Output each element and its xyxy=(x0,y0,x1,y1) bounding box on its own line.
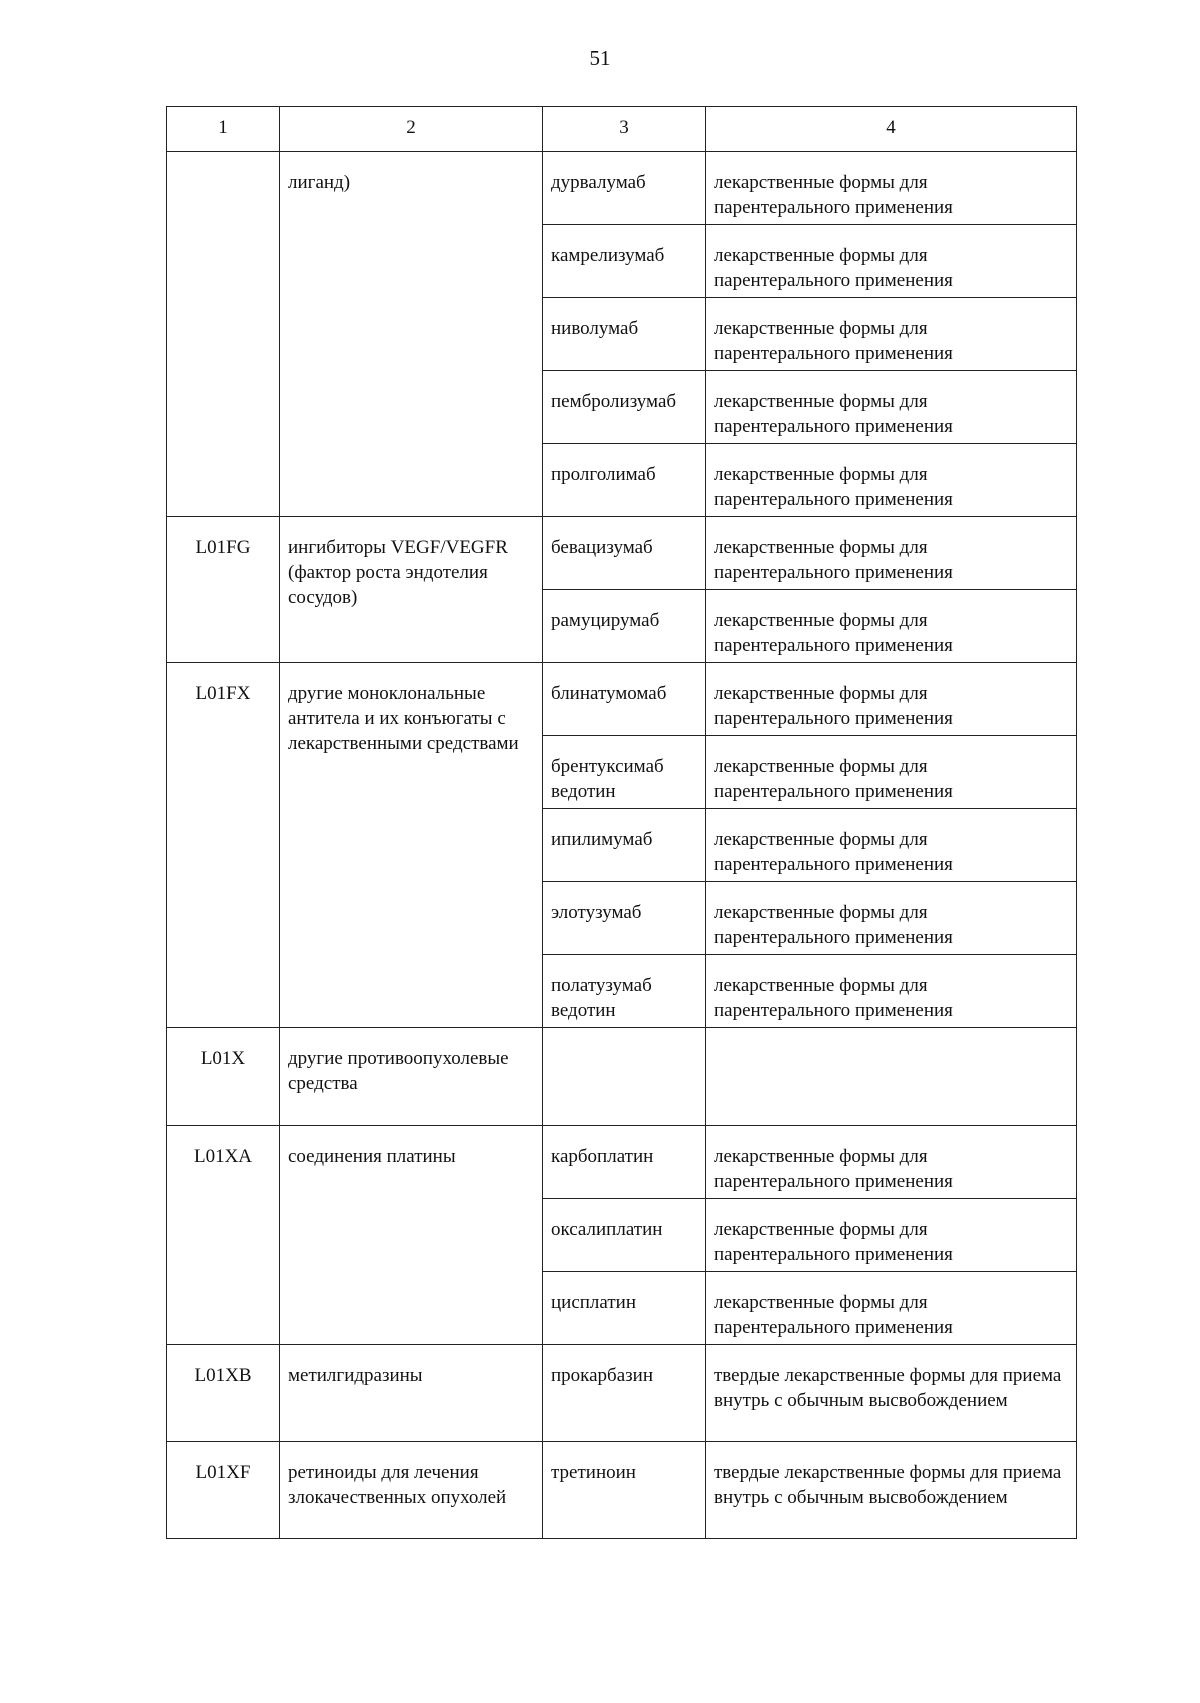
dosage-form-cell: лекарственные формы для парентерального применения xyxy=(706,371,1077,444)
drug-cell: брентуксимаб ведотин xyxy=(543,736,706,809)
column-header: 3 xyxy=(543,107,706,152)
drug-cell: третиноин xyxy=(543,1442,706,1539)
column-header: 4 xyxy=(706,107,1077,152)
drug-cell: полатузумаб ведотин xyxy=(543,955,706,1028)
group-cell: другие моноклональные антитела и их конъюгаты с лекарственными средствами xyxy=(280,663,543,1028)
drug-cell: элотузумаб xyxy=(543,882,706,955)
dosage-form-cell: твердые лекарственные формы для приема внутрь с обычным высвобождением xyxy=(706,1345,1077,1442)
dosage-form-cell: лекарственные формы для парентерального применения xyxy=(706,225,1077,298)
table-row xyxy=(167,517,1077,590)
dosage-form-cell: лекарственные формы для парентерального применения xyxy=(706,1126,1077,1199)
atc-code-cell: L01XA xyxy=(167,1126,280,1345)
atc-code-cell: L01X xyxy=(167,1028,280,1126)
header-row xyxy=(167,107,1077,152)
group-cell: другие противоопухолевые средства xyxy=(280,1028,543,1126)
drug-cell xyxy=(543,1028,706,1126)
column-header: 1 xyxy=(167,107,280,152)
column-header: 2 xyxy=(280,107,543,152)
drug-cell: карбоплатин xyxy=(543,1126,706,1199)
dosage-form-cell: лекарственные формы для парентерального применения xyxy=(706,517,1077,590)
drug-cell: рамуцирумаб xyxy=(543,590,706,663)
dosage-form-cell: лекарственные формы для парентерального применения xyxy=(706,882,1077,955)
group-cell: лиганд) xyxy=(280,152,543,517)
table-row xyxy=(167,1126,1077,1199)
table-row xyxy=(167,663,1077,736)
dosage-form-cell: лекарственные формы для парентерального применения xyxy=(706,590,1077,663)
atc-code-cell: L01XB xyxy=(167,1345,280,1442)
dosage-form-cell: твердые лекарственные формы для приема внутрь с обычным высвобождением xyxy=(706,1442,1077,1539)
dosage-form-cell: лекарственные формы для парентерального применения xyxy=(706,298,1077,371)
drug-cell: цисплатин xyxy=(543,1272,706,1345)
atc-code-cell: L01XF xyxy=(167,1442,280,1539)
drug-table xyxy=(166,106,1077,1539)
page-number: 51 xyxy=(589,46,611,70)
dosage-form-cell xyxy=(706,1028,1077,1126)
drug-cell: блинатумомаб xyxy=(543,663,706,736)
table-row xyxy=(167,1345,1077,1442)
group-cell: ретиноиды для лечения злокачественных опухолей xyxy=(280,1442,543,1539)
dosage-form-cell: лекарственные формы для парентерального применения xyxy=(706,444,1077,517)
dosage-form-cell: лекарственные формы для парентерального применения xyxy=(706,955,1077,1028)
drug-cell: бевацизумаб xyxy=(543,517,706,590)
dosage-form-cell: лекарственные формы для парентерального применения xyxy=(706,736,1077,809)
table-row xyxy=(167,1028,1077,1126)
drug-cell: прокарбазин xyxy=(543,1345,706,1442)
dosage-form-cell: лекарственные формы для парентерального применения xyxy=(706,1199,1077,1272)
drug-cell: дурвалумаб xyxy=(543,152,706,225)
dosage-form-cell: лекарственные формы для парентерального применения xyxy=(706,1272,1077,1345)
atc-code-cell: L01FG xyxy=(167,517,280,663)
dosage-form-cell: лекарственные формы для парентерального применения xyxy=(706,809,1077,882)
group-cell: метилгидразины xyxy=(280,1345,543,1442)
drug-cell: оксалиплатин xyxy=(543,1199,706,1272)
drug-cell: пембролизумаб xyxy=(543,371,706,444)
atc-code-cell: L01FX xyxy=(167,663,280,1028)
atc-code-cell xyxy=(167,152,280,517)
drug-cell: пролголимаб xyxy=(543,444,706,517)
dosage-form-cell: лекарственные формы для парентерального применения xyxy=(706,663,1077,736)
table-row xyxy=(167,152,1077,225)
dosage-form-cell: лекарственные формы для парентерального применения xyxy=(706,152,1077,225)
drug-cell: ниволумаб xyxy=(543,298,706,371)
drug-cell: камрелизумаб xyxy=(543,225,706,298)
group-cell: соединения платины xyxy=(280,1126,543,1345)
table-row xyxy=(167,1442,1077,1539)
drug-cell: ипилимумаб xyxy=(543,809,706,882)
group-cell: ингибиторы VEGF/VEGFR (фактор роста эндотелия сосудов) xyxy=(280,517,543,663)
